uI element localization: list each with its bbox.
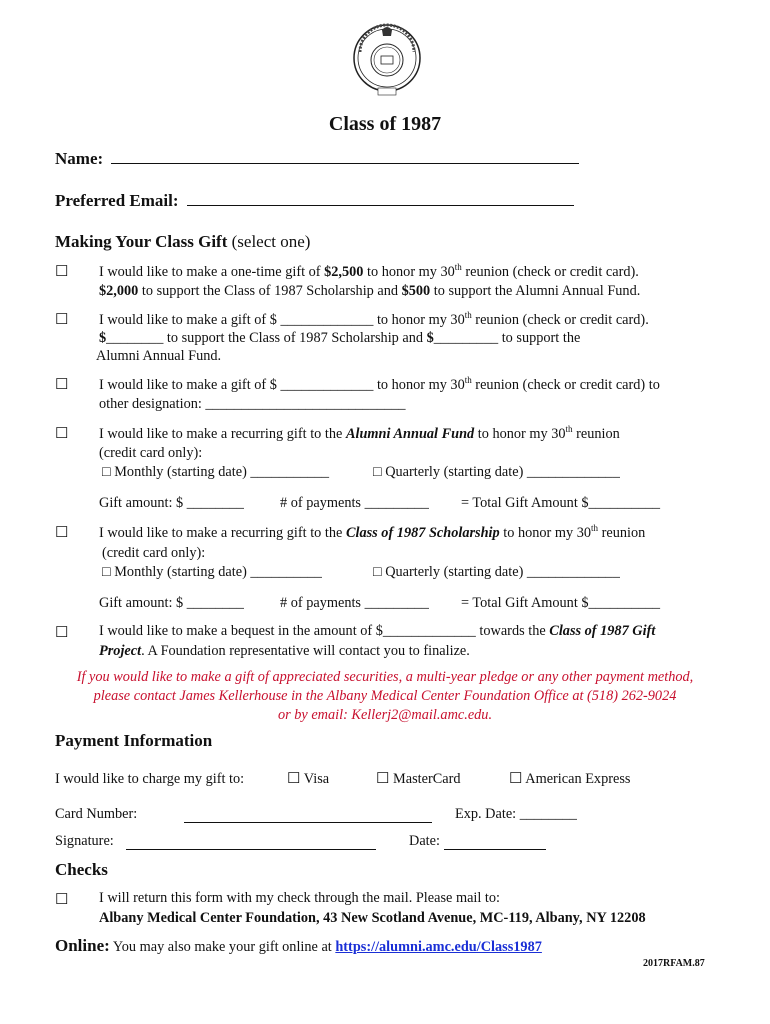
option4-payments[interactable]: # of payments _________ bbox=[280, 495, 429, 511]
card-number-label: Card Number: bbox=[55, 806, 138, 822]
option1-text: I would like to make a one-time gift of $2,500 to honor my 30th reunion (check or credit card). bbox=[99, 262, 639, 280]
name-line[interactable] bbox=[111, 149, 579, 164]
option5-gift-amount[interactable]: Gift amount: $ ________ bbox=[99, 595, 244, 611]
option3-text-line2: other designation: ____________________________ bbox=[99, 396, 406, 412]
option5-quarterly[interactable]: □ Quarterly (starting date) _____________ bbox=[373, 564, 620, 580]
email-label: Preferred Email: bbox=[55, 191, 179, 210]
online-line: Online: You may also make your gift online at https://alumni.amc.edu/Class1987 bbox=[55, 936, 542, 955]
online-label: Online: bbox=[55, 936, 110, 955]
exp-date-field[interactable]: Exp. Date: ________ bbox=[455, 806, 577, 822]
amex-checkbox: ☐ bbox=[509, 771, 523, 787]
name-label: Name: bbox=[55, 149, 104, 168]
mailing-address: Albany Medical Center Foundation, 43 New Scotland Avenue, MC-119, Albany, NY 12208 bbox=[99, 910, 646, 926]
checks-text: I will return this form with my check through the mail. Please mail to: bbox=[99, 890, 501, 906]
college-seal-logo bbox=[352, 22, 422, 100]
option4-text-line2: (credit card only): bbox=[99, 445, 203, 461]
option5-payments[interactable]: # of payments _________ bbox=[280, 595, 429, 611]
option4-checkbox[interactable]: ☐ bbox=[55, 426, 69, 442]
option4-total[interactable]: = Total Gift Amount $__________ bbox=[461, 495, 661, 511]
date-line[interactable] bbox=[444, 834, 546, 850]
option5-total[interactable]: = Total Gift Amount $__________ bbox=[461, 595, 661, 611]
amex-option[interactable]: ☐ American Express bbox=[509, 771, 631, 787]
mastercard-option[interactable]: ☐ MasterCard bbox=[376, 771, 461, 787]
option5-text-line2: (credit card only): bbox=[102, 545, 206, 561]
option4-text: I would like to make a recurring gift to the Alumni Annual Fund to honor my 30th reunion bbox=[99, 424, 620, 442]
visa-option[interactable]: ☐ Visa bbox=[287, 771, 330, 787]
option5-checkbox[interactable]: ☐ bbox=[55, 525, 69, 541]
option2-text-line2: $________ to support the Class of 1987 Scholarship and $_________ to support the bbox=[99, 330, 581, 346]
payment-heading: Payment Information bbox=[55, 731, 213, 750]
checks-checkbox[interactable]: ☐ bbox=[55, 892, 69, 908]
name-field[interactable] bbox=[55, 149, 579, 169]
option6-text: I would like to make a bequest in the amount of $_____________ towards the Class of 1987 Gift bbox=[99, 623, 656, 639]
option3-checkbox[interactable]: ☐ bbox=[55, 377, 69, 393]
signature-label: Signature: bbox=[55, 833, 114, 849]
online-gift-link[interactable]: https://alumni.amc.edu/Class1987 bbox=[335, 939, 542, 955]
option5-monthly[interactable]: □ Monthly (starting date) __________ bbox=[102, 564, 322, 580]
option4-quarterly[interactable]: □ Quarterly (starting date) _____________ bbox=[373, 464, 620, 480]
option2-text-line3: Alumni Annual Fund. bbox=[96, 348, 222, 364]
email-field[interactable] bbox=[55, 191, 574, 211]
option1-checkbox[interactable]: ☐ bbox=[55, 264, 69, 280]
signature-line[interactable] bbox=[126, 834, 376, 850]
option6-checkbox[interactable]: ☐ bbox=[55, 625, 69, 641]
charge-label: I would like to charge my gift to: bbox=[55, 771, 245, 787]
card-number-line[interactable] bbox=[184, 807, 432, 823]
option6-text-line2: Project. A Foundation representative will contact you to finalize. bbox=[99, 643, 470, 659]
contact-note-line2: please contact James Kellerhouse in the Albany Medical Center Foundation Office at (518) 262-9024 bbox=[93, 688, 677, 704]
contact-note-line3: or by email: Kellerj2@mail.amc.edu. bbox=[277, 707, 493, 723]
option4-monthly[interactable]: □ Monthly (starting date) ___________ bbox=[102, 464, 330, 480]
option3-text: I would like to make a gift of $ _____________ to honor my 30th reunion (check or credit card) to bbox=[99, 375, 660, 393]
option4-gift-amount[interactable]: Gift amount: $ ________ bbox=[99, 495, 244, 511]
date-label: Date: bbox=[409, 833, 440, 849]
form-code: 2017RFAM.87 bbox=[643, 958, 705, 969]
checks-heading: Checks bbox=[55, 860, 108, 879]
visa-checkbox: ☐ bbox=[287, 771, 301, 787]
option2-text: I would like to make a gift of $ _____________ to honor my 30th reunion (check or credit card). bbox=[99, 310, 649, 328]
option2-checkbox[interactable]: ☐ bbox=[55, 312, 69, 328]
mastercard-checkbox: ☐ bbox=[376, 771, 390, 787]
email-line[interactable] bbox=[187, 191, 574, 206]
contact-note-line1: If you would like to make a gift of appreciated securities, a multi-year pledge or any other payment method, bbox=[76, 669, 694, 685]
option5-text: I would like to make a recurring gift to the Class of 1987 Scholarship to honor my 30th reunion bbox=[99, 523, 646, 541]
option1-text-line2: $2,000 to support the Class of 1987 Scholarship and $500 to support the Alumni Annual Fund. bbox=[99, 283, 641, 299]
page-title: Class of 1987 bbox=[328, 113, 442, 135]
gift-section-heading: Making Your Class Gift (select one) bbox=[55, 232, 311, 251]
